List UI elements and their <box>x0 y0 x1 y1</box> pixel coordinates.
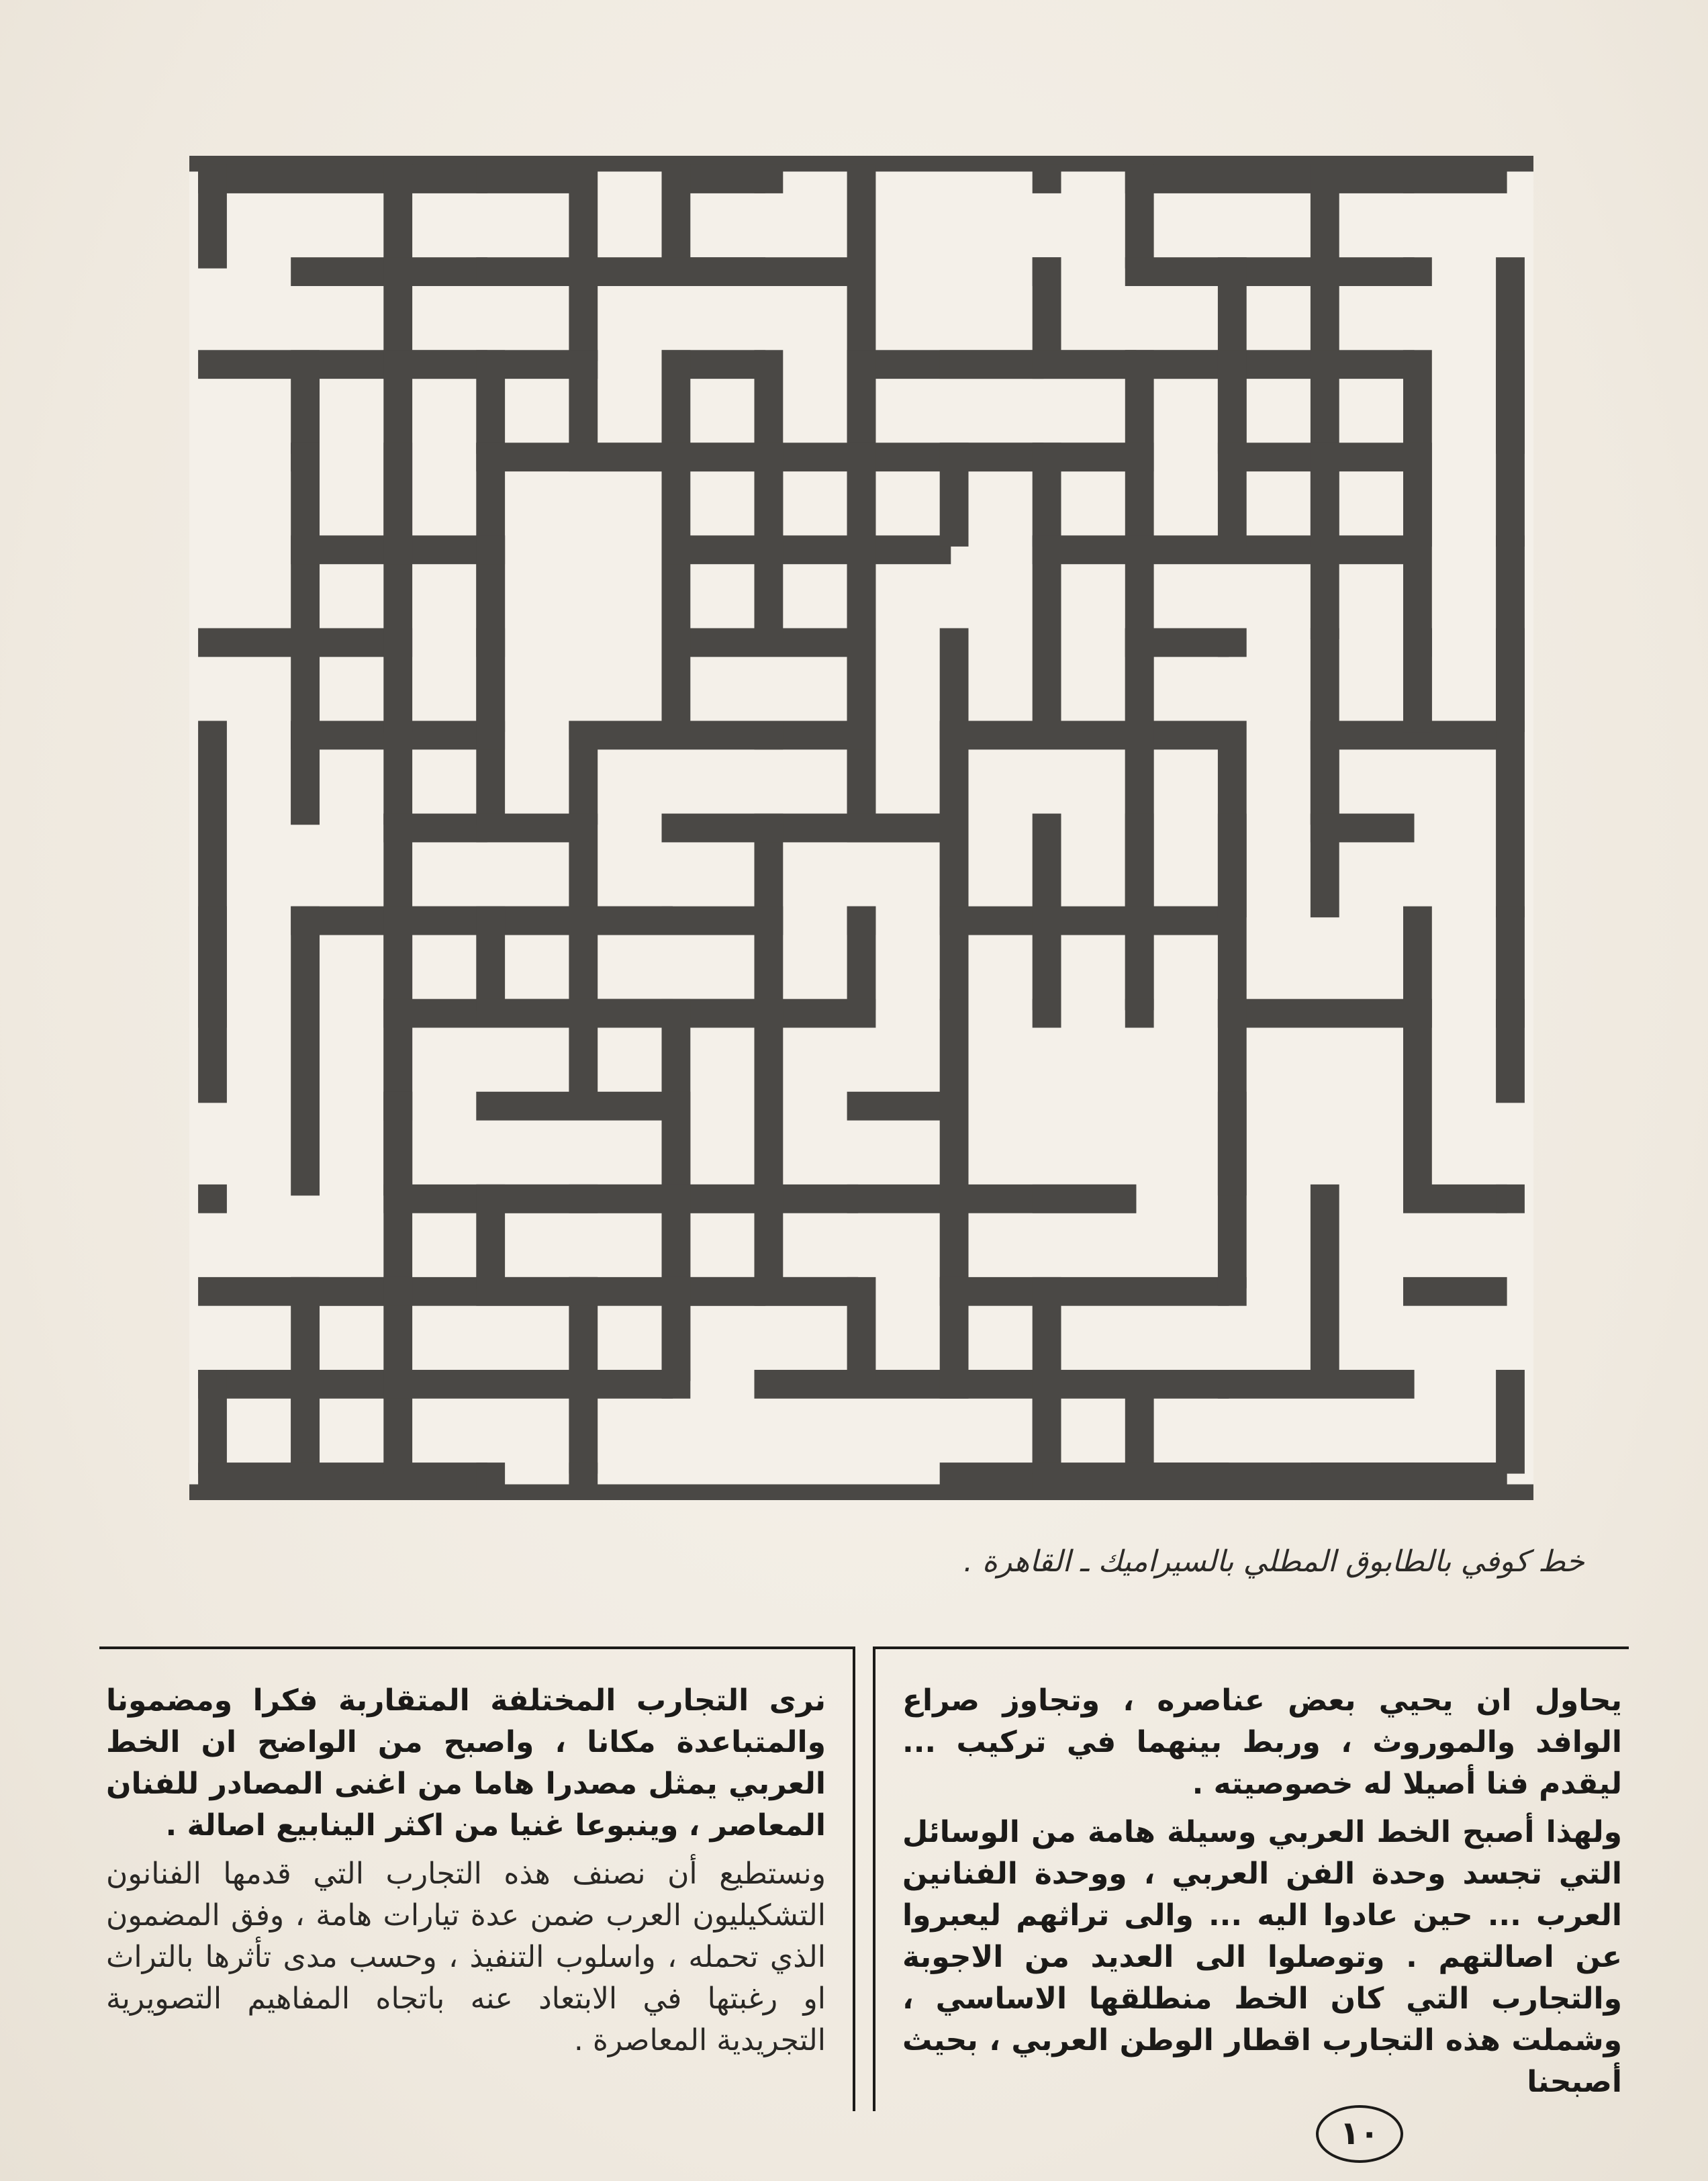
kufic-stroke <box>1125 999 1154 1028</box>
kufic-stroke <box>198 165 487 193</box>
artwork-caption: خط كوفي بالطابوق المطلي بالسيراميك ـ القاهرة . <box>963 1544 1584 1579</box>
kufic-stroke <box>476 1185 505 1289</box>
kufic-stroke <box>1033 1370 1061 1474</box>
kufic-stroke <box>1218 1277 1247 1306</box>
kufic-stroke <box>476 721 505 750</box>
kufic-stroke <box>476 629 505 657</box>
kufic-stroke <box>569 1185 598 1213</box>
kufic-stroke <box>847 629 876 657</box>
kufic-stroke <box>383 535 412 564</box>
kufic-stroke <box>1125 257 1415 286</box>
kufic-stroke <box>1218 443 1322 471</box>
kufic-stroke <box>1033 257 1061 286</box>
kufic-stroke <box>476 165 580 193</box>
kufic-stroke <box>476 350 505 454</box>
kufic-stroke <box>291 1370 320 1474</box>
kufic-stroke <box>1218 629 1247 657</box>
kufic-stroke <box>662 1277 691 1381</box>
kufic-stroke <box>569 1277 598 1306</box>
kufic-stroke <box>755 1185 784 1213</box>
kufic-stroke <box>1033 443 1061 547</box>
kufic-stroke <box>198 999 227 1028</box>
kufic-stroke <box>291 1463 320 1491</box>
kufic-stroke <box>383 721 412 825</box>
kufic-stroke <box>662 629 691 733</box>
kufic-stroke <box>476 907 505 935</box>
kufic-stroke <box>1033 999 1061 1028</box>
text-column-left <box>99 1646 855 2111</box>
kufic-stroke <box>1033 165 1061 193</box>
kufic-stroke <box>847 999 876 1028</box>
kufic-stroke <box>1125 165 1322 193</box>
text-column-right <box>873 1646 1629 2111</box>
kufic-stroke <box>662 1185 691 1289</box>
kufic-stroke <box>940 350 1044 379</box>
kufic-stroke <box>940 1185 969 1213</box>
kufic-stroke <box>1403 1277 1507 1306</box>
kufic-stroke <box>940 1277 1229 1306</box>
kufic-stroke <box>198 1185 227 1213</box>
kufic-stroke <box>569 1463 598 1491</box>
kufic-stroke <box>940 1277 969 1381</box>
left-paragraph-1: نرى التجارب المختلفة المتقاربة فكرا ومضمونا والمتباعدة مكانا ، واصبح من الواضح ان الخط العربي يمثل مصدرا هاما من اغنى المصادر للفنان المعاصر ، وينبوعا غنيا من اكثر الينابيع اصالة . <box>106 1683 826 1843</box>
kufic-stroke <box>569 1277 598 1474</box>
kufic-stroke <box>1496 721 1525 918</box>
kufic-stroke <box>1125 165 1154 269</box>
kufic-stroke <box>383 629 412 657</box>
kufic-stroke <box>476 535 505 825</box>
kufic-stroke <box>1311 814 1339 918</box>
kufic-stroke <box>1403 165 1507 193</box>
kufic-stroke <box>569 907 673 935</box>
kufic-stroke <box>1033 907 1061 935</box>
kufic-stroke <box>940 721 1229 750</box>
kufic-stroke <box>1218 1092 1247 1196</box>
kufic-stroke <box>1033 1185 1137 1213</box>
kufic-stroke <box>1403 257 1432 286</box>
kufic-stroke <box>291 443 320 471</box>
kufic-stroke <box>1403 1463 1507 1491</box>
kufic-stroke <box>1125 1370 1154 1474</box>
kufic-stroke <box>755 443 784 639</box>
kufic-stroke <box>755 814 784 843</box>
kufic-stroke <box>476 814 580 843</box>
kufic-stroke <box>755 907 784 935</box>
kufic-stroke <box>940 999 969 1289</box>
kufic-stroke <box>940 1370 969 1399</box>
kufic-stroke <box>383 1277 412 1306</box>
kufic-stroke <box>569 721 598 825</box>
kufic-stroke <box>1033 535 1061 732</box>
kufic-stroke <box>940 1463 1044 1491</box>
kufic-stroke <box>847 721 876 750</box>
kufic-stroke <box>569 350 598 379</box>
right-paragraph-1: يحاول ان يحيي بعض عناصره ، وتجاوز صراع الوافد والموروث ، وربط بينهما في تركيب ... ليقدم فنا أصيلا له خصوصيته . <box>902 1683 1622 1801</box>
kufic-stroke <box>1125 907 1229 935</box>
kufic-stroke <box>1403 1185 1507 1213</box>
kufic-stroke <box>198 1463 487 1491</box>
kufic-stroke <box>940 721 969 1011</box>
kufic-stroke <box>662 535 951 564</box>
kufic-stroke <box>569 165 598 361</box>
right-paragraph-2: ولهذا أصبح الخط العربي وسيلة هامة من الوسائل التي تجسد وحدة الفن العربي ، ووحدة الفنانين العرب ... حين عادوا اليه ... والى تراثهم ليعبروا عن اصالتهم . وتوصلوا الى العديد من الاجوبة والتجارب التي كان الخط منطلقها الاساسي ، وشملت هذه التجارب اقطار الوطن العربي ، بحيث أصبحنا <box>902 1815 1622 2099</box>
kufic-stroke <box>198 1370 227 1474</box>
kufic-stroke <box>291 350 320 454</box>
kufic-stroke <box>755 721 784 750</box>
kufic-stroke <box>383 1370 673 1399</box>
kufic-stroke <box>1125 443 1154 471</box>
kufic-stroke <box>198 165 227 269</box>
kufic-stroke <box>1496 999 1525 1028</box>
kufic-stroke <box>1403 999 1432 1028</box>
kufic-stroke <box>662 1370 691 1399</box>
kufic-stroke <box>476 1463 505 1491</box>
kufic-stroke <box>1311 1185 1339 1381</box>
kufic-stroke <box>662 907 766 935</box>
kufic-calligraphy-artwork <box>189 156 1533 1500</box>
kufic-stroke <box>569 721 858 750</box>
kufic-stroke <box>1218 350 1247 454</box>
kufic-stroke <box>1496 1185 1525 1213</box>
kufic-stroke <box>291 907 320 1196</box>
kufic-stroke <box>662 257 859 286</box>
kufic-stroke <box>847 1277 876 1381</box>
kufic-stroke <box>847 814 951 843</box>
kufic-stroke <box>847 907 876 935</box>
kufic-stroke <box>755 1277 859 1306</box>
kufic-stroke <box>1311 165 1339 361</box>
kufic-stroke <box>1218 814 1247 1011</box>
kufic-stroke <box>291 257 395 286</box>
kufic-stroke <box>940 443 969 547</box>
left-paragraph-2: ونستطيع أن نصنف هذه التجارب التي قدمها الفنانون التشكيليون العرب ضمن عدة تيارات هامة ، وفق المضمون الذي تحمله ، واسلوب التنفيذ ، وحسب مدى تأثرها بالتراث او رغبتها في الابتعاد عنه باتجاه المفاهيم التصويرية التجريدية المعاصرة . <box>106 1857 826 2057</box>
kufic-stroke <box>569 443 673 471</box>
kufic-stroke <box>1218 999 1415 1028</box>
kufic-square-pattern <box>189 156 1533 1500</box>
kufic-stroke <box>1403 629 1432 657</box>
kufic-stroke <box>1311 443 1339 547</box>
kufic-stroke <box>1496 350 1525 547</box>
kufic-stroke <box>1125 535 1415 564</box>
kufic-stroke <box>383 1092 412 1121</box>
kufic-stroke <box>1125 350 1415 379</box>
kufic-stroke <box>383 257 487 286</box>
kufic-stroke <box>476 535 505 564</box>
kufic-stroke <box>755 165 784 193</box>
kufic-stroke <box>1496 629 1525 733</box>
page-number: ١٠ <box>1316 2105 1403 2163</box>
kufic-stroke <box>569 999 673 1028</box>
kufic-stroke <box>755 1370 1044 1399</box>
kufic-stroke <box>1311 535 1339 639</box>
kufic-stroke <box>755 999 784 1289</box>
kufic-stroke <box>1496 1370 1525 1474</box>
kufic-stroke <box>569 814 598 1103</box>
kufic-stroke <box>662 165 691 269</box>
kufic-stroke <box>383 443 412 732</box>
kufic-stroke <box>1311 721 1339 825</box>
kufic-stroke <box>1403 907 1432 1196</box>
kufic-stroke <box>847 1092 951 1121</box>
kufic-stroke <box>662 350 691 639</box>
kufic-stroke <box>291 721 320 825</box>
